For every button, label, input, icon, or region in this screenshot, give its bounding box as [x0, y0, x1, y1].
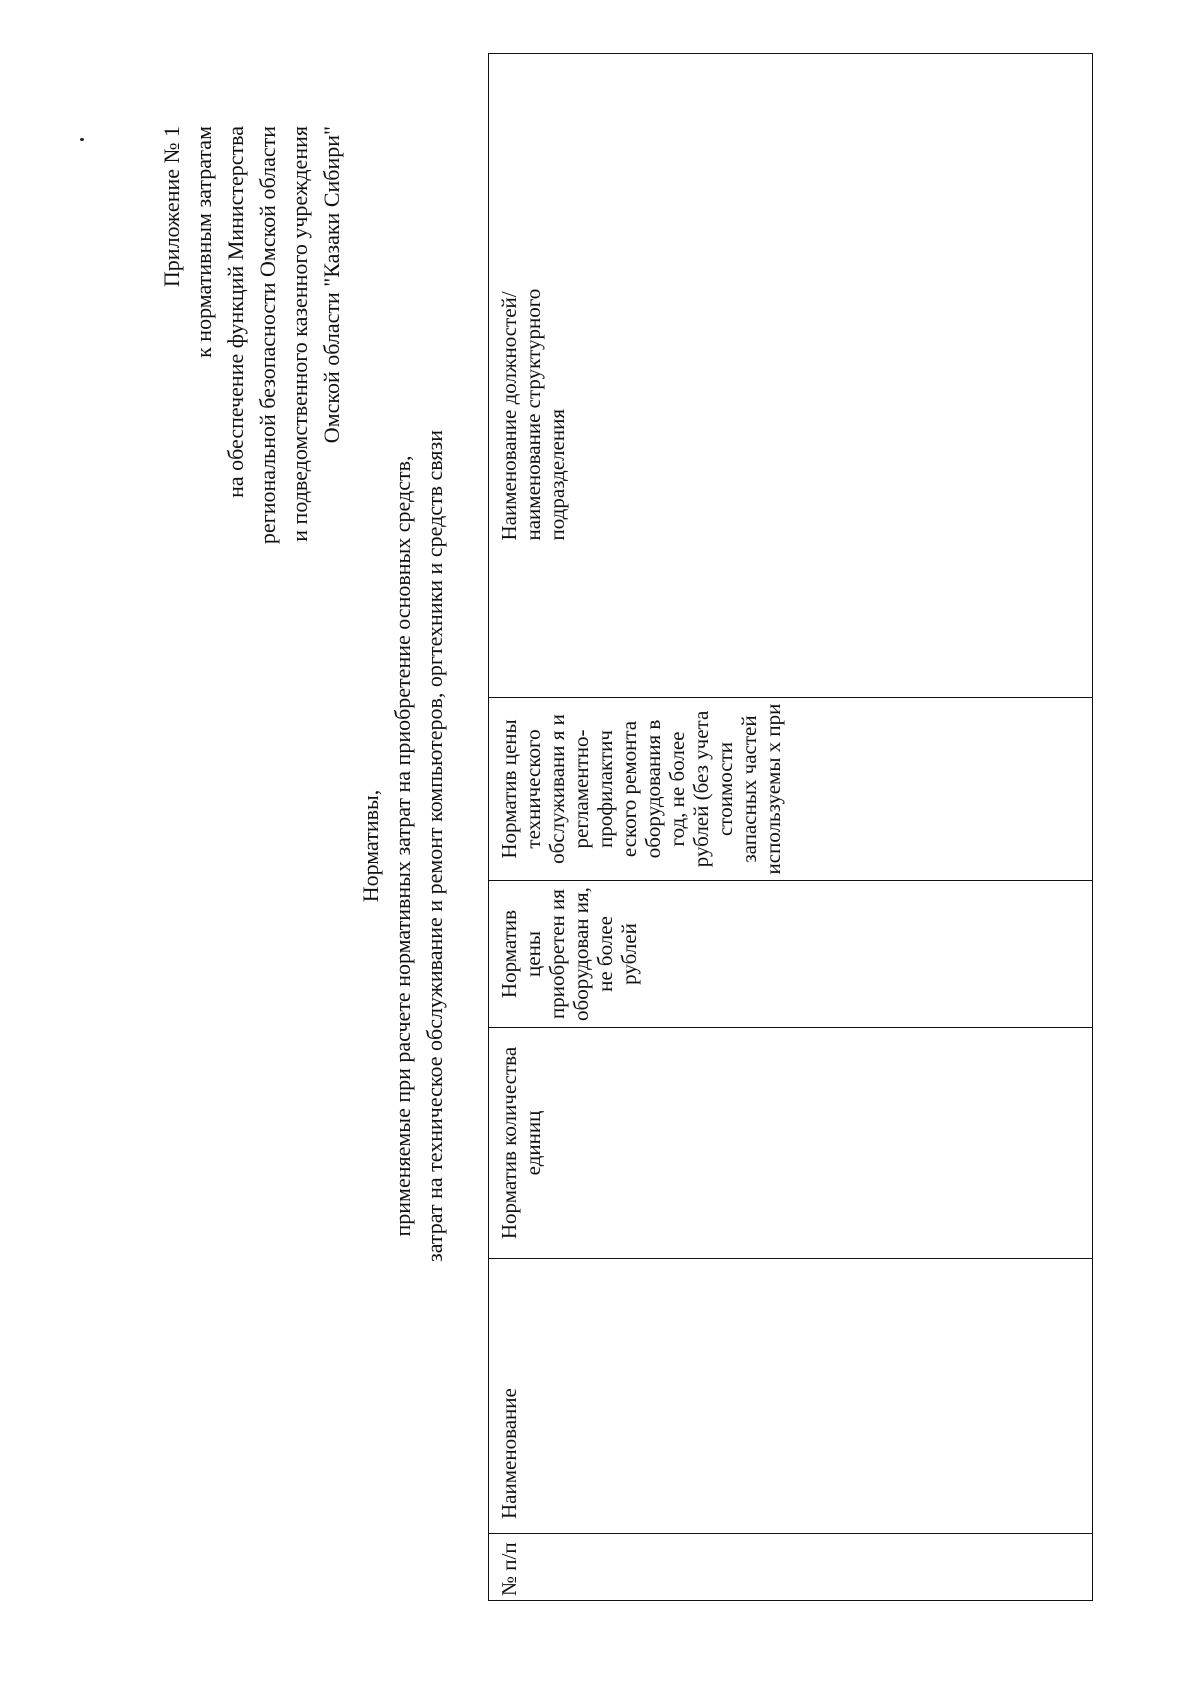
appendix-note	[156, 126, 348, 686]
appendix-line: к нормативным затратам	[191, 126, 216, 358]
header-position: Наименование должностей/наименование структурного подразделения	[497, 288, 569, 541]
header-num: № п/п	[489, 1534, 1093, 1601]
header-quantity: Норматив количества единиц	[489, 1028, 1093, 1259]
header-name: Наименование	[489, 1259, 1093, 1534]
table-header-row	[489, 54, 1093, 1601]
document-title	[355, 226, 451, 1466]
header-position-cell	[489, 54, 1093, 698]
header-maintenance: Норматив цены технического обслуживани я и регламентно-профилактич еского ремонта оборудования в год, не более рублей (без учета стоимости запасных частей используемы х при	[489, 698, 1093, 881]
appendix-line: региональной безопасности Омской области	[255, 126, 280, 545]
appendix-line: Омской области "Казаки Сибири"	[319, 126, 344, 444]
norms-table	[488, 53, 1093, 1601]
header-price: Норматив цены приобретен ия оборудован ия, не более рублей	[489, 881, 1093, 1028]
appendix-line: Приложение № 1	[159, 126, 184, 288]
title-line-2: затрат на техническое обслуживание и ремонт компьютеров, оргтехники и средств связи	[422, 430, 447, 1262]
appendix-line: на обеспечение функций Министерства	[223, 126, 248, 498]
title-heading: Нормативы,	[358, 789, 383, 903]
title-line-1: применяемые при расчете нормативных затрат на приобретение основных средств,	[390, 455, 415, 1237]
scan-speck	[80, 138, 84, 141]
appendix-line: и подведомственного казенного учреждения	[287, 126, 312, 542]
